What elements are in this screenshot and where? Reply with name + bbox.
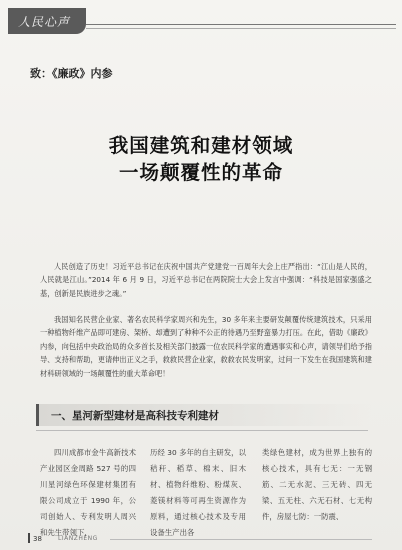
section-heading	[36, 404, 371, 426]
body-column-2: 历经 30 多年的自主研发，以秸秆、稻草、棉末、旧木材、植物纤维粉、粉煤灰、菱镁材料等可再生资源作为原料，通过核心技术及专用设备生产出各	[150, 448, 246, 537]
body-column-1: 四川成都市金牛高新技术产业园区金周路 527 号的四川星河绿色环保建材集团有限公司成立于 1990 年，公司创始人、专利发明人周兴和先生带领下，	[40, 448, 136, 537]
intro-paragraph-1: 人民创造了历史！习近平总书记在庆祝中国共产党建党一百周年大会上庄严指出：“江山是人民的，人民就是江山。”2014 年 6 月 9 日，习近平总书记在两院院士大会上发言中强调：“科技是国家强盛之基，创新是民族进步之魂。”	[40, 262, 372, 298]
headline-line-2: 一场颠覆性的革命	[118, 161, 283, 184]
headline-line-1: 我国建筑和建材领域	[108, 134, 294, 157]
section-tab-label: 人民心声	[18, 15, 71, 29]
magazine-name: LIANZHENG	[58, 535, 98, 542]
footer-rule	[110, 539, 372, 540]
page-number: 38	[33, 535, 42, 543]
header-rule-secondary	[86, 28, 396, 29]
section-tab	[8, 8, 86, 34]
header-rule	[86, 24, 396, 25]
body-column-3: 类绿色建材，成为世界上独有的核心技术，具有七无：一无钢筋、二无水泥、三无砖、四无梁、五无柱、六无石材、七无构件，房屋七防：一防震、	[262, 448, 372, 521]
footer-bar	[28, 533, 30, 543]
intro-paragraph-2: 我国知名民营企业家、著名农民科学家周兴和先生，30 多年来主要研发颠覆传统建筑技术，只采用一种植物纤维产品即可建房、架桥、却遭到了种种不公正的待遇乃至野蛮暴力打压。在此，借助《廉政》内参，向包括中央政治局的众多首长及相关部门披露一位农民科学家的遭遇事实和心声，请领导们给予指导、支持和帮助，更请伸出正义之手，救救民营企业家，救救农民发明家，过问一下发生在我国建筑和建材科研领域的一场颠覆性的重大革命吧！	[40, 315, 372, 378]
section-rule	[36, 430, 368, 431]
section-heading-text: 一、星河新型建材是高科技专利建材	[51, 410, 219, 422]
dedication-line: 致：《廉政》内参	[30, 67, 113, 80]
